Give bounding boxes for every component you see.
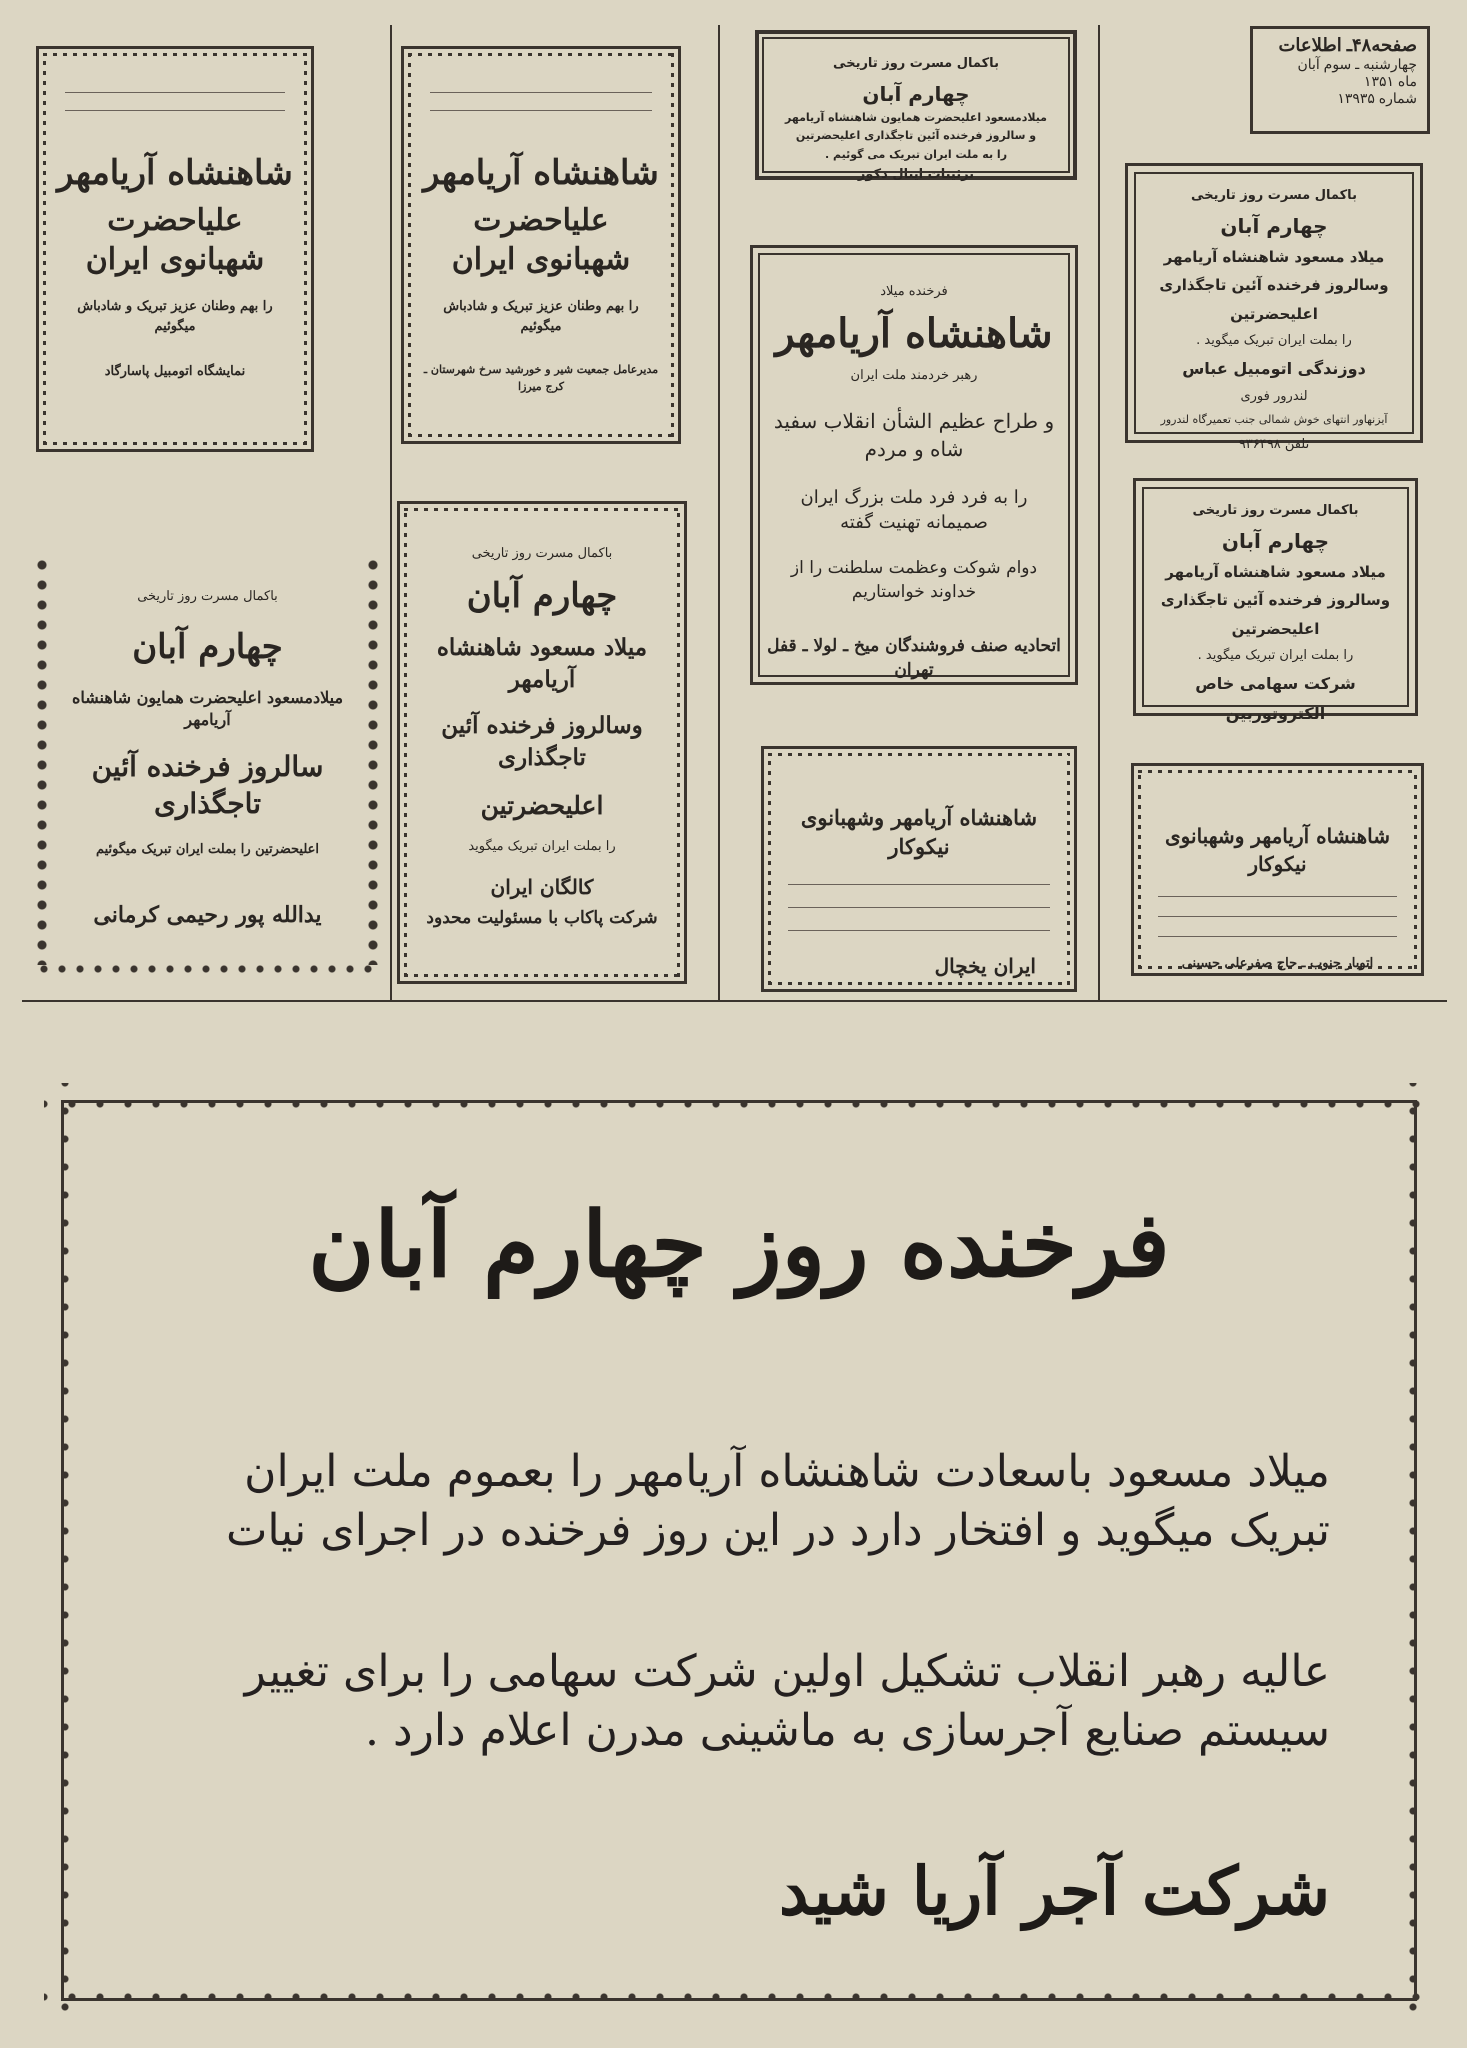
ad-line: باکمال مسرت روز تاریخی <box>1191 188 1357 203</box>
ad-ajor-arya-shid <box>44 1083 1434 2018</box>
ad-sign: ایران یخچال <box>934 953 1036 978</box>
header-date: چهارشنبه ـ سوم آبان <box>1297 56 1417 72</box>
ad-line: اعلیحضرتین <box>1231 619 1320 638</box>
ad-sign: اتحادیه صنف فروشندگان میخ ـ لولا ـ قفل تهران <box>767 635 1061 680</box>
ad-company: دوزندگی اتومبیل عباس <box>1182 358 1366 378</box>
ad-phone: تلفن ۹۳۶۴۹۸ <box>1238 436 1310 452</box>
ad-sign: نمایشگاه اتومبیل پاسارگاد <box>104 364 246 380</box>
ad-line: اعلیحضرتین را بملت ایران تبریک میگوئیم <box>95 842 320 858</box>
ad-kermani <box>35 555 380 975</box>
ad-davazdegi-abbas <box>1125 163 1423 452</box>
ad-tehran-union <box>750 245 1078 685</box>
ad-line: میلاد مسعود شاهنشاه آریامهر <box>1165 562 1386 581</box>
ad-sub: لندرور فوری <box>1240 388 1308 404</box>
ornament-border <box>35 555 49 965</box>
ad-otobar-jonub <box>1130 762 1425 977</box>
ad-line: چهارم آبان <box>132 626 283 667</box>
ad-fine-print <box>1158 886 1397 946</box>
ad-line: شاهنشاه آریامهر <box>423 153 659 193</box>
ad-line: را بملت ایران تبریک میگوید . <box>1197 648 1354 663</box>
ad-line: میلادمسعود اعلیحضرت همایون شاهنشاه آریامهر <box>71 687 344 730</box>
ad-line: چهارم آبان <box>1220 213 1328 238</box>
ad-line: میلادمسعود اعلیحضرت همایون شاهنشاه آریامهر <box>784 110 1047 124</box>
big-ad-line: میلاد مسعود باسعادت شاهنشاه آریامهر را بعموم ملت ایران تبریک میگوید و افتخار دارد در این روز فرخنده در اجرای نیات <box>225 1446 1330 1557</box>
ad-address: آیزنهاور انتهای خوش شمالی جنب تعمیرگاه لندرور <box>1160 413 1388 426</box>
ad-line: باکمال مسرت روز تاریخی <box>471 546 613 561</box>
ad-line: را بهم وطنان عزیز تبریک و شادباش میگوئیم <box>443 299 639 334</box>
ad-red-lion-sun <box>400 45 682 445</box>
ad-kalgan-iran <box>396 500 688 985</box>
ad-line: شاهنشاه آریامهر <box>775 309 1053 357</box>
ad-line: وسالروز فرخنده آئین تاجگذاری <box>1159 276 1389 294</box>
ad-line: و طراح عظیم الشأن انقلاب سفید شاه و مردم <box>773 409 1055 461</box>
ad-line: و سالروز فرخنده آئین تاجگذاری اعلیحضرتین <box>795 129 1037 142</box>
ad-line: سالروز فرخنده آئین تاجگذاری <box>91 750 324 820</box>
ad-fine-print <box>65 83 285 123</box>
page-header <box>1250 26 1430 134</box>
ad-fine-print <box>430 83 652 123</box>
big-ad-title: فرخنده روز چهارم آبان <box>308 1192 1170 1298</box>
ad-line: چهارم آبان <box>466 575 618 616</box>
big-ad-signature: شرکت آجر آریا شید <box>779 1852 1330 1930</box>
ad-line: را بهم وطنان عزیز تبریک و شادباش میگوئیم <box>77 299 273 334</box>
ad-line: رهبر خردمند ملت ایران <box>850 367 978 383</box>
ad-sign: تزئینات اینال دکور <box>857 167 975 182</box>
ad-line: را به فرد فرد ملت بزرگ ایران صمیمانه تهنیت گفته <box>800 487 1028 534</box>
ad-sign: یدالله پور رحیمی کرمانی <box>93 901 322 928</box>
ad-electroturbin <box>1133 478 1418 723</box>
ad-sign: اتوبار جنوب ـ حاج صفرعلی حسینی <box>1181 956 1374 971</box>
ad-fine-print <box>788 872 1050 942</box>
ad-line: باکمال مسرت روز تاریخی <box>137 589 278 604</box>
ad-line: را به ملت ایران تبریک می گوئیم . <box>824 147 1008 161</box>
header-issue: شماره ۱۳۹۳۵ <box>1337 90 1417 106</box>
ad-line: وسالروز فرخنده آئین تاجگذاری <box>441 712 643 772</box>
ad-line: دوام شوکت وعظمت سلطنت را از خداوند خواستاریم <box>790 558 1038 603</box>
ad-line: وسالروز فرخنده آئین تاجگذاری <box>1160 591 1391 609</box>
ad-sign: مدیرعامل جمعیت شیر و خورشید سرخ شهرستان ـ کرج میرزا <box>423 363 659 393</box>
ad-line: میلاد مسعود شاهنشاه آریامهر <box>436 633 648 693</box>
ad-company: کالگان ایران <box>490 874 594 899</box>
ornament-border <box>366 555 380 965</box>
ad-line: را بملت ایران تبریک میگوید . <box>1196 333 1352 348</box>
ad-company: شرکت سهامی خاص <box>1195 673 1356 693</box>
ad-line: فرخنده میلاد <box>880 284 948 299</box>
ad-inal-decor <box>755 30 1077 180</box>
ad-line: علیاحضرت شهبانوی ایران <box>85 203 265 278</box>
column-rule <box>390 25 392 1000</box>
ornament-border <box>35 963 380 975</box>
ad-line: شاهنشاه آریامهر وشهبانوی نیکوکار <box>1165 824 1390 876</box>
ad-iran-yakhchal <box>760 745 1078 993</box>
ad-sign: شرکت پاکاب با مسئولیت محدود <box>426 907 658 928</box>
ad-line: شاهنشاه آریامهر وشهبانوی نیکوکار <box>800 805 1038 860</box>
column-rule <box>1098 25 1100 1000</box>
ad-line: باکمال مسرت روز تاریخی <box>833 56 999 71</box>
ad-line: باکمال مسرت روز تاریخی <box>1192 503 1359 518</box>
ad-line: شاهنشاه آریامهر <box>57 153 293 193</box>
big-ad-line: عالیه رهبر انقلاب تشکیل اولین شرکت سهامی را برای تغییر سیستم صنایع آجرسازی به ماشینی مدرن اعلام دارد . <box>244 1646 1330 1757</box>
ad-pasargad <box>35 45 315 453</box>
ad-line: چهارم آبان <box>1221 528 1330 553</box>
ad-line: چهارم آبان <box>862 81 970 106</box>
section-rule <box>22 1000 1447 1002</box>
ad-line: اعلیحضرتین <box>480 791 604 821</box>
ad-line: میلاد مسعود شاهنشاه آریامهر <box>1163 247 1385 266</box>
page-number: صفحه۴۸ـ اطلاعات <box>1278 35 1417 55</box>
ad-name: الکتروتوربین <box>1225 703 1326 723</box>
ad-line: اعلیحضرتین <box>1230 304 1318 323</box>
ad-line: را بملت ایران تبریک میگوید <box>468 839 616 855</box>
ad-line: علیاحضرت شهبانوی ایران <box>451 203 631 278</box>
header-month: ماه ۱۳۵۱ <box>1363 73 1417 89</box>
column-rule <box>718 25 720 1000</box>
